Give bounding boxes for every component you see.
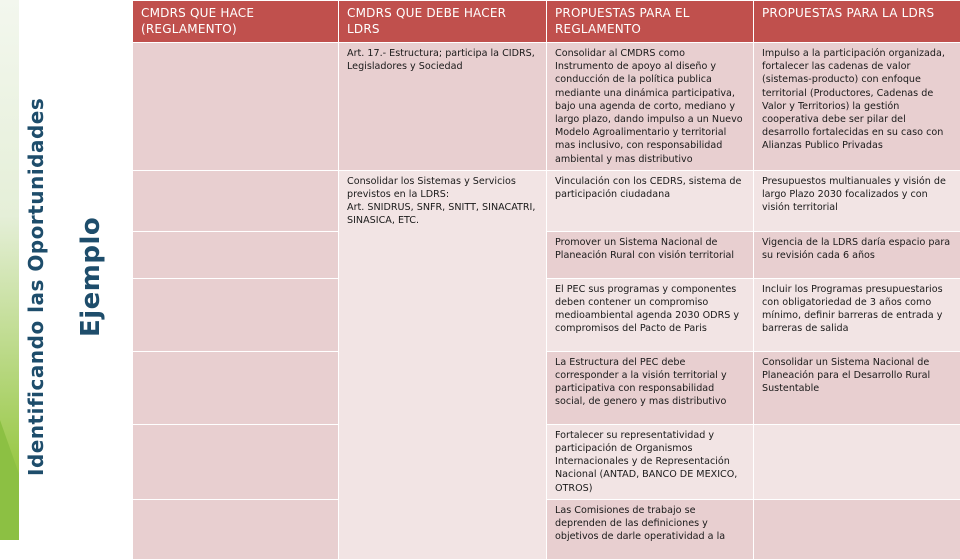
table-row	[133, 351, 960, 424]
accent-bar	[0, 0, 19, 540]
header-cmdrs-que-debe-hacer: CMDRS QUE DEBE HACER LDRS	[339, 1, 547, 43]
table-cell	[133, 499, 339, 559]
table-cell: Presupuestos multianuales y visión de largo Plazo 2030 focalizados y con visión territorial	[754, 170, 960, 231]
header-cmdrs-que-hace: CMDRS QUE HACE (REGLAMENTO)	[133, 1, 339, 43]
table-cell: Consolidar los Sistemas y Servicios previstos en la LDRS: Art. SNIDRUS, SNFR, SNITT, SINACATRI, SINASICA, ETC.	[339, 170, 547, 559]
table-cell: Vinculación con los CEDRS, sistema de participación ciudadana	[547, 170, 754, 231]
table-cell: Consolidar al CMDRS como Instrumento de apoyo al diseño y conducción de la política publica mediante una dinámica participativa, bajo una agenda de corto, mediano y largo plazo, dando impulso a un Nuevo Modelo Agroalimentario y territorial mas inclusivo, con responsabilidad ambiental y mas distributivo	[547, 43, 754, 171]
slide-title: Identificando las Oportunidades	[24, 98, 48, 476]
table-cell: Consolidar un Sistema Nacional de Planeación para el Desarrollo Rural Sustentable	[754, 351, 960, 424]
table-row	[133, 170, 960, 231]
header-row	[133, 1, 960, 43]
table-cell: Promover un Sistema Nacional de Planeación Rural con visión territorial	[547, 231, 754, 278]
table-cell	[133, 231, 339, 278]
proposals-table	[132, 0, 960, 560]
table-cell	[754, 424, 960, 499]
slide-subtitle: Ejemplo	[76, 217, 106, 337]
table-cell	[133, 43, 339, 171]
table-cell: Vigencia de la LDRS daría espacio para su revisión cada 6 años	[754, 231, 960, 278]
table-cell: Art. 17.- Estructura; participa la CIDRS, Legisladores y Sociedad	[339, 43, 547, 171]
header-propuestas-reglamento: PROPUESTAS PARA EL REGLAMENTO	[547, 1, 754, 43]
table-row	[133, 43, 960, 171]
table-cell: Fortalecer su representatividad y participación de Organismos Internacionales y de Representación Nacional (ANTAD, BANCO DE MEXICO, OTROS)	[547, 424, 754, 499]
table-cell: Las Comisiones de trabajo se deprenden de las definiciones y objetivos de darle operatividad a la	[547, 499, 754, 559]
table-row	[133, 424, 960, 499]
table-row	[133, 278, 960, 351]
table-cell	[133, 278, 339, 351]
table-cell: Incluir los Programas presupuestarios con obligatoriedad de 3 años como mínimo, definir barreras de entrada y barreras de salida	[754, 278, 960, 351]
table-cell: El PEC sus programas y componentes deben contener un compromiso medioambiental agenda 2030 ODRS y compromisos del Pacto de Paris	[547, 278, 754, 351]
table-row	[133, 499, 960, 559]
header-propuestas-ldrs: PROPUESTAS PARA LA LDRS	[754, 1, 960, 43]
table-cell: La Estructura del PEC debe corresponder a la visión territorial y participativa con responsabilidad social, de genero y mas distributivo	[547, 351, 754, 424]
table-cell	[754, 499, 960, 559]
table-cell	[133, 170, 339, 231]
table-cell	[133, 351, 339, 424]
table-cell: Impulso a la participación organizada, fortalecer las cadenas de valor (sistemas-producto) con enfoque territorial (Productores, Cadenas de Valor y Territorios) la gestión cooperativa debe ser pilar del desarrollo fortalecidas en su caso con Alianzas Publico Privadas	[754, 43, 960, 171]
table-row	[133, 231, 960, 278]
table-cell	[133, 424, 339, 499]
